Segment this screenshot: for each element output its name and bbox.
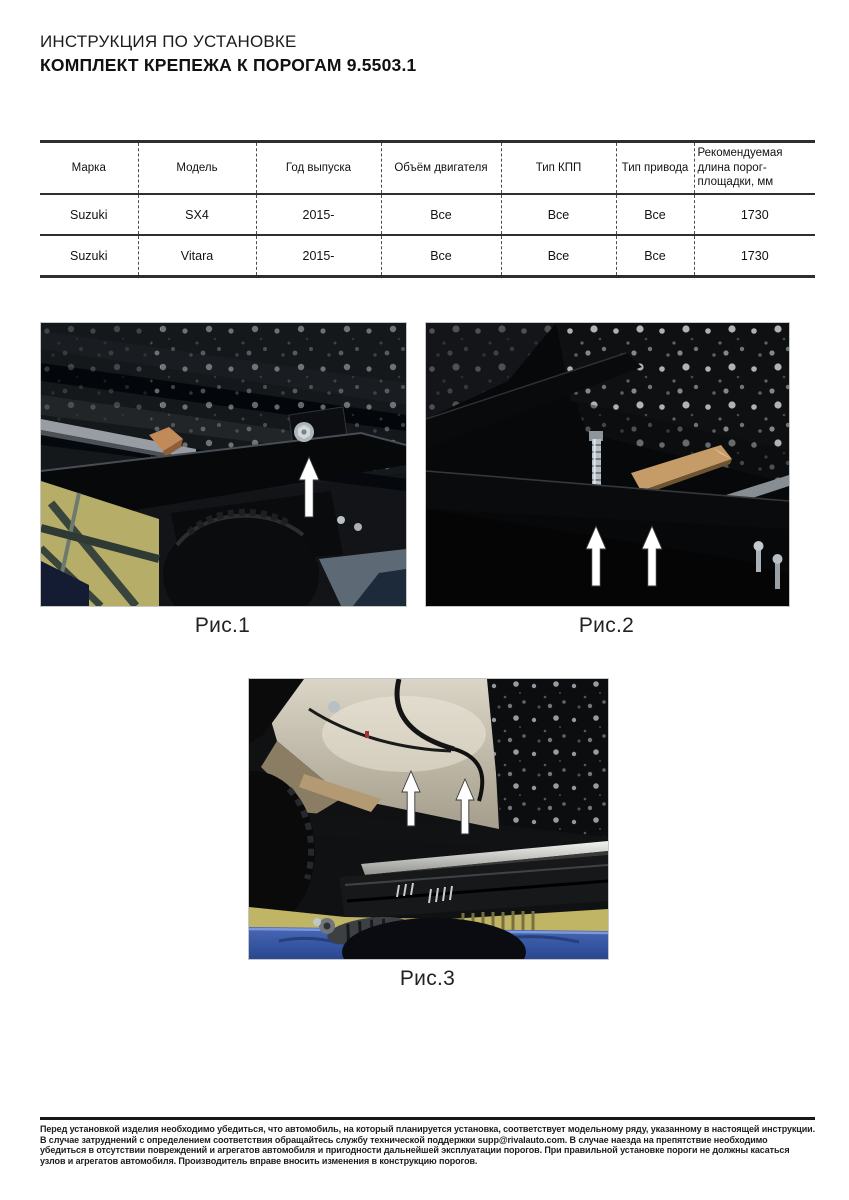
cell-drive: Все xyxy=(616,194,694,235)
header-model: Модель xyxy=(138,142,256,195)
figure-2-caption: Рис.2 xyxy=(578,614,635,637)
cell-year: 2015- xyxy=(256,194,381,235)
figure-2 xyxy=(425,322,788,638)
table-row xyxy=(40,235,815,277)
header-year: Год выпуска xyxy=(256,142,381,195)
figure-3-caption: Рис.3 xyxy=(399,967,456,990)
figure-1-caption: Рис.1 xyxy=(194,614,251,637)
fitment-table xyxy=(40,140,815,278)
doc-header xyxy=(40,32,416,76)
cell-brand: Suzuki xyxy=(40,235,138,277)
doc-title: ИНСТРУКЦИЯ ПО УСТАНОВКЕ xyxy=(40,32,297,51)
figure-3 xyxy=(248,678,607,991)
cell-model: SX4 xyxy=(138,194,256,235)
doc-subtitle: КОМПЛЕКТ КРЕПЕЖА К ПОРОГАМ 9.5503.1 xyxy=(40,55,417,75)
underbody-photo-3 xyxy=(248,678,609,960)
cell-brand: Suzuki xyxy=(40,194,138,235)
underbody-photo-2 xyxy=(425,322,790,607)
header-gearbox: Тип КПП xyxy=(501,142,616,195)
cell-drive: Все xyxy=(616,235,694,277)
table-row xyxy=(40,194,815,235)
cell-model: Vitara xyxy=(138,235,256,277)
cell-gearbox: Все xyxy=(501,194,616,235)
footer-disclaimer-text: Перед установкой изделия необходимо убедиться, что автомобиль, на который планируется установка, соответствует модельному ряду, указанному в настоящей инструкции. В случае затруднений с определением соответствия обращайтесь службу технической поддержки supp@rivalauto.com. В случае наезда на препятствие необходимо убедиться в отсутствии повреждений и агрегатов автомобиля и пригодности дальнейшей эксплуатации порогов. При правильной установке пороги не должны касаться узлов и агрегатов автомобиля. Производитель вправе вносить изменения в конструкцию порогов. xyxy=(40,1124,816,1166)
table-header-row xyxy=(40,142,815,195)
header-length: Рекомендуемая длина порог-площадки, мм xyxy=(694,142,815,195)
page-footer xyxy=(40,1117,815,1166)
cell-engine: Все xyxy=(381,235,501,277)
cell-length: 1730 xyxy=(694,194,815,235)
cell-engine: Все xyxy=(381,194,501,235)
cell-gearbox: Все xyxy=(501,235,616,277)
cell-length: 1730 xyxy=(740,248,769,263)
header-brand: Марка xyxy=(40,142,138,195)
cell-year: 2015- xyxy=(256,235,381,277)
header-drive: Тип привода xyxy=(616,142,694,195)
underbody-photo-1 xyxy=(40,322,407,607)
figure-1 xyxy=(40,322,405,638)
header-engine: Объём двигателя xyxy=(381,142,501,195)
